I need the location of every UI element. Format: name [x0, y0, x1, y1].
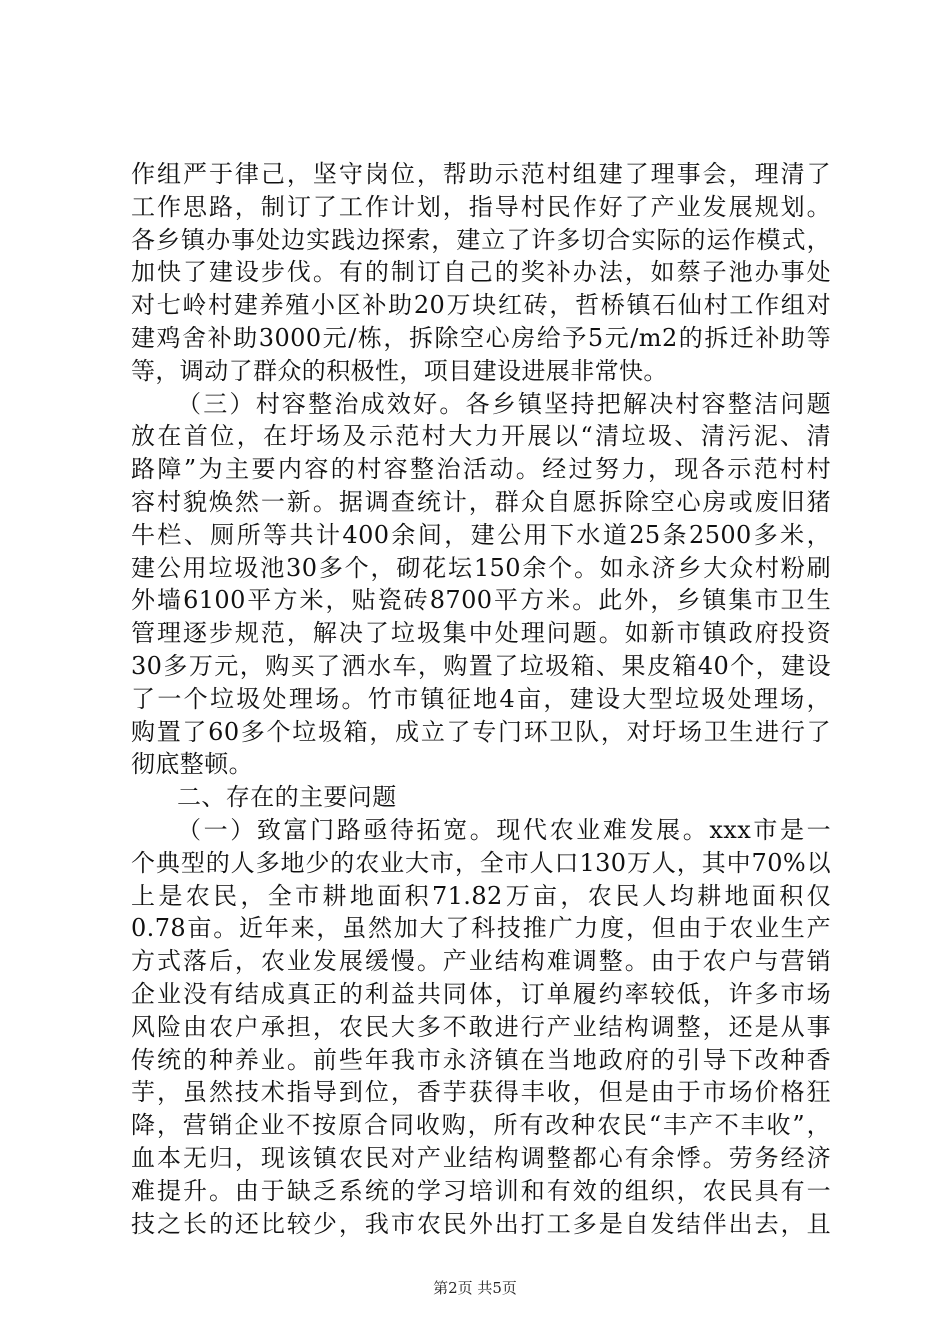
text-line: 各乡镇办事处边实践边探索，建立了许多切合实际的运作模式，: [131, 225, 831, 254]
text-line: 了一个垃圾处理场。竹市镇征地4亩，建设大型垃圾处理场，: [131, 684, 831, 713]
text-line: 血本无归，现该镇农民对产业结构调整都心有余悸。劳务经济: [131, 1143, 831, 1172]
text-line: 容村貌焕然一新。据调查统计，群众自愿拆除空心房或废旧猪: [131, 487, 831, 516]
text-line: 建公用垃圾池30多个，砌花坛150余个。如永济乡大众村粉刷: [131, 553, 831, 582]
text-line: 彻底整顿。: [131, 750, 253, 779]
text-line: 0.78亩。近年来，虽然加大了科技推广力度，但由于农业生产: [131, 914, 831, 943]
text-line: 技之长的还比较少，我市农民外出打工多是自发结伴出去，且: [131, 1209, 831, 1238]
text-line: 风险由农户承担，农民大多不敢进行产业结构调整，还是从事: [131, 1012, 831, 1041]
text-line: 对七岭村建养殖小区补助20万块红砖，哲桥镇石仙村工作组对: [131, 291, 831, 320]
page-footer: 第2页 共5页: [433, 1279, 517, 1297]
text-line: 放在首位，在圩场及示范村大力开展以“清垃圾、清污泥、清: [131, 422, 831, 451]
text-line: 难提升。由于缺乏系统的学习培训和有效的组织，农民具有一: [131, 1176, 831, 1205]
text-line: 芋，虽然技术指导到位，香芋获得丰收，但是由于市场价格狂: [131, 1078, 831, 1107]
text-line: 个典型的人多地少的农业大市，全市人口130万人，其中70%以: [131, 848, 831, 877]
text-line: （一）致富门路亟待拓宽。现代农业难发展。xxx市是一: [177, 815, 831, 844]
text-line: 建鸡舍补助3000元/栋，拆除空心房给予5元/m2的拆迁补助等: [131, 323, 831, 352]
text-line: 外墙6100平方米，贴瓷砖8700平方米。此外，乡镇集市卫生: [131, 586, 831, 615]
section-heading: 二、存在的主要问题: [177, 783, 397, 812]
text-line: 企业没有结成真正的利益共同体，订单履约率较低，许多市场: [131, 979, 831, 1008]
text-line: 作组严于律己，坚守岗位，帮助示范村组建了理事会，理清了: [131, 160, 831, 188]
text-line: 路障”为主要内容的村容整治活动。经过努力，现各示范村村: [131, 455, 831, 484]
text-line: 加快了建设步伐。有的制订自己的奖补办法，如蔡子池办事处: [131, 258, 831, 287]
text-line: 传统的种养业。前些年我市永济镇在当地政府的引导下改种香: [131, 1045, 831, 1074]
text-line: 管理逐步规范，解决了垃圾集中处理问题。如新市镇政府投资: [131, 619, 831, 648]
text-line: 购置了60多个垃圾箱，成立了专门环卫队，对圩场卫生进行了: [131, 717, 831, 746]
text-line: 降，营销企业不按原合同收购，所有改种农民“丰产不丰收”，: [131, 1111, 831, 1140]
text-line: 上是农民，全市耕地面积71.82万亩，农民人均耕地面积仅: [131, 881, 831, 910]
text-line: 等，调动了群众的积极性，项目建设进展非常快。: [131, 356, 668, 385]
text-line: 方式落后，农业发展缓慢。产业结构难调整。由于农户与营销: [131, 947, 831, 976]
text-line: 30多万元，购买了洒水车，购置了垃圾箱、果皮箱40个，建设: [131, 651, 831, 680]
document-body: [131, 158, 831, 1240]
text-line: 牛栏、厕所等共计400余间，建公用下水道25条2500多米，: [131, 520, 831, 549]
text-line: （三）村容整治成效好。各乡镇坚持把解决村容整洁问题: [177, 389, 831, 418]
text-line: 工作思路，制订了工作计划，指导村民作好了产业发展规划。: [131, 192, 831, 221]
